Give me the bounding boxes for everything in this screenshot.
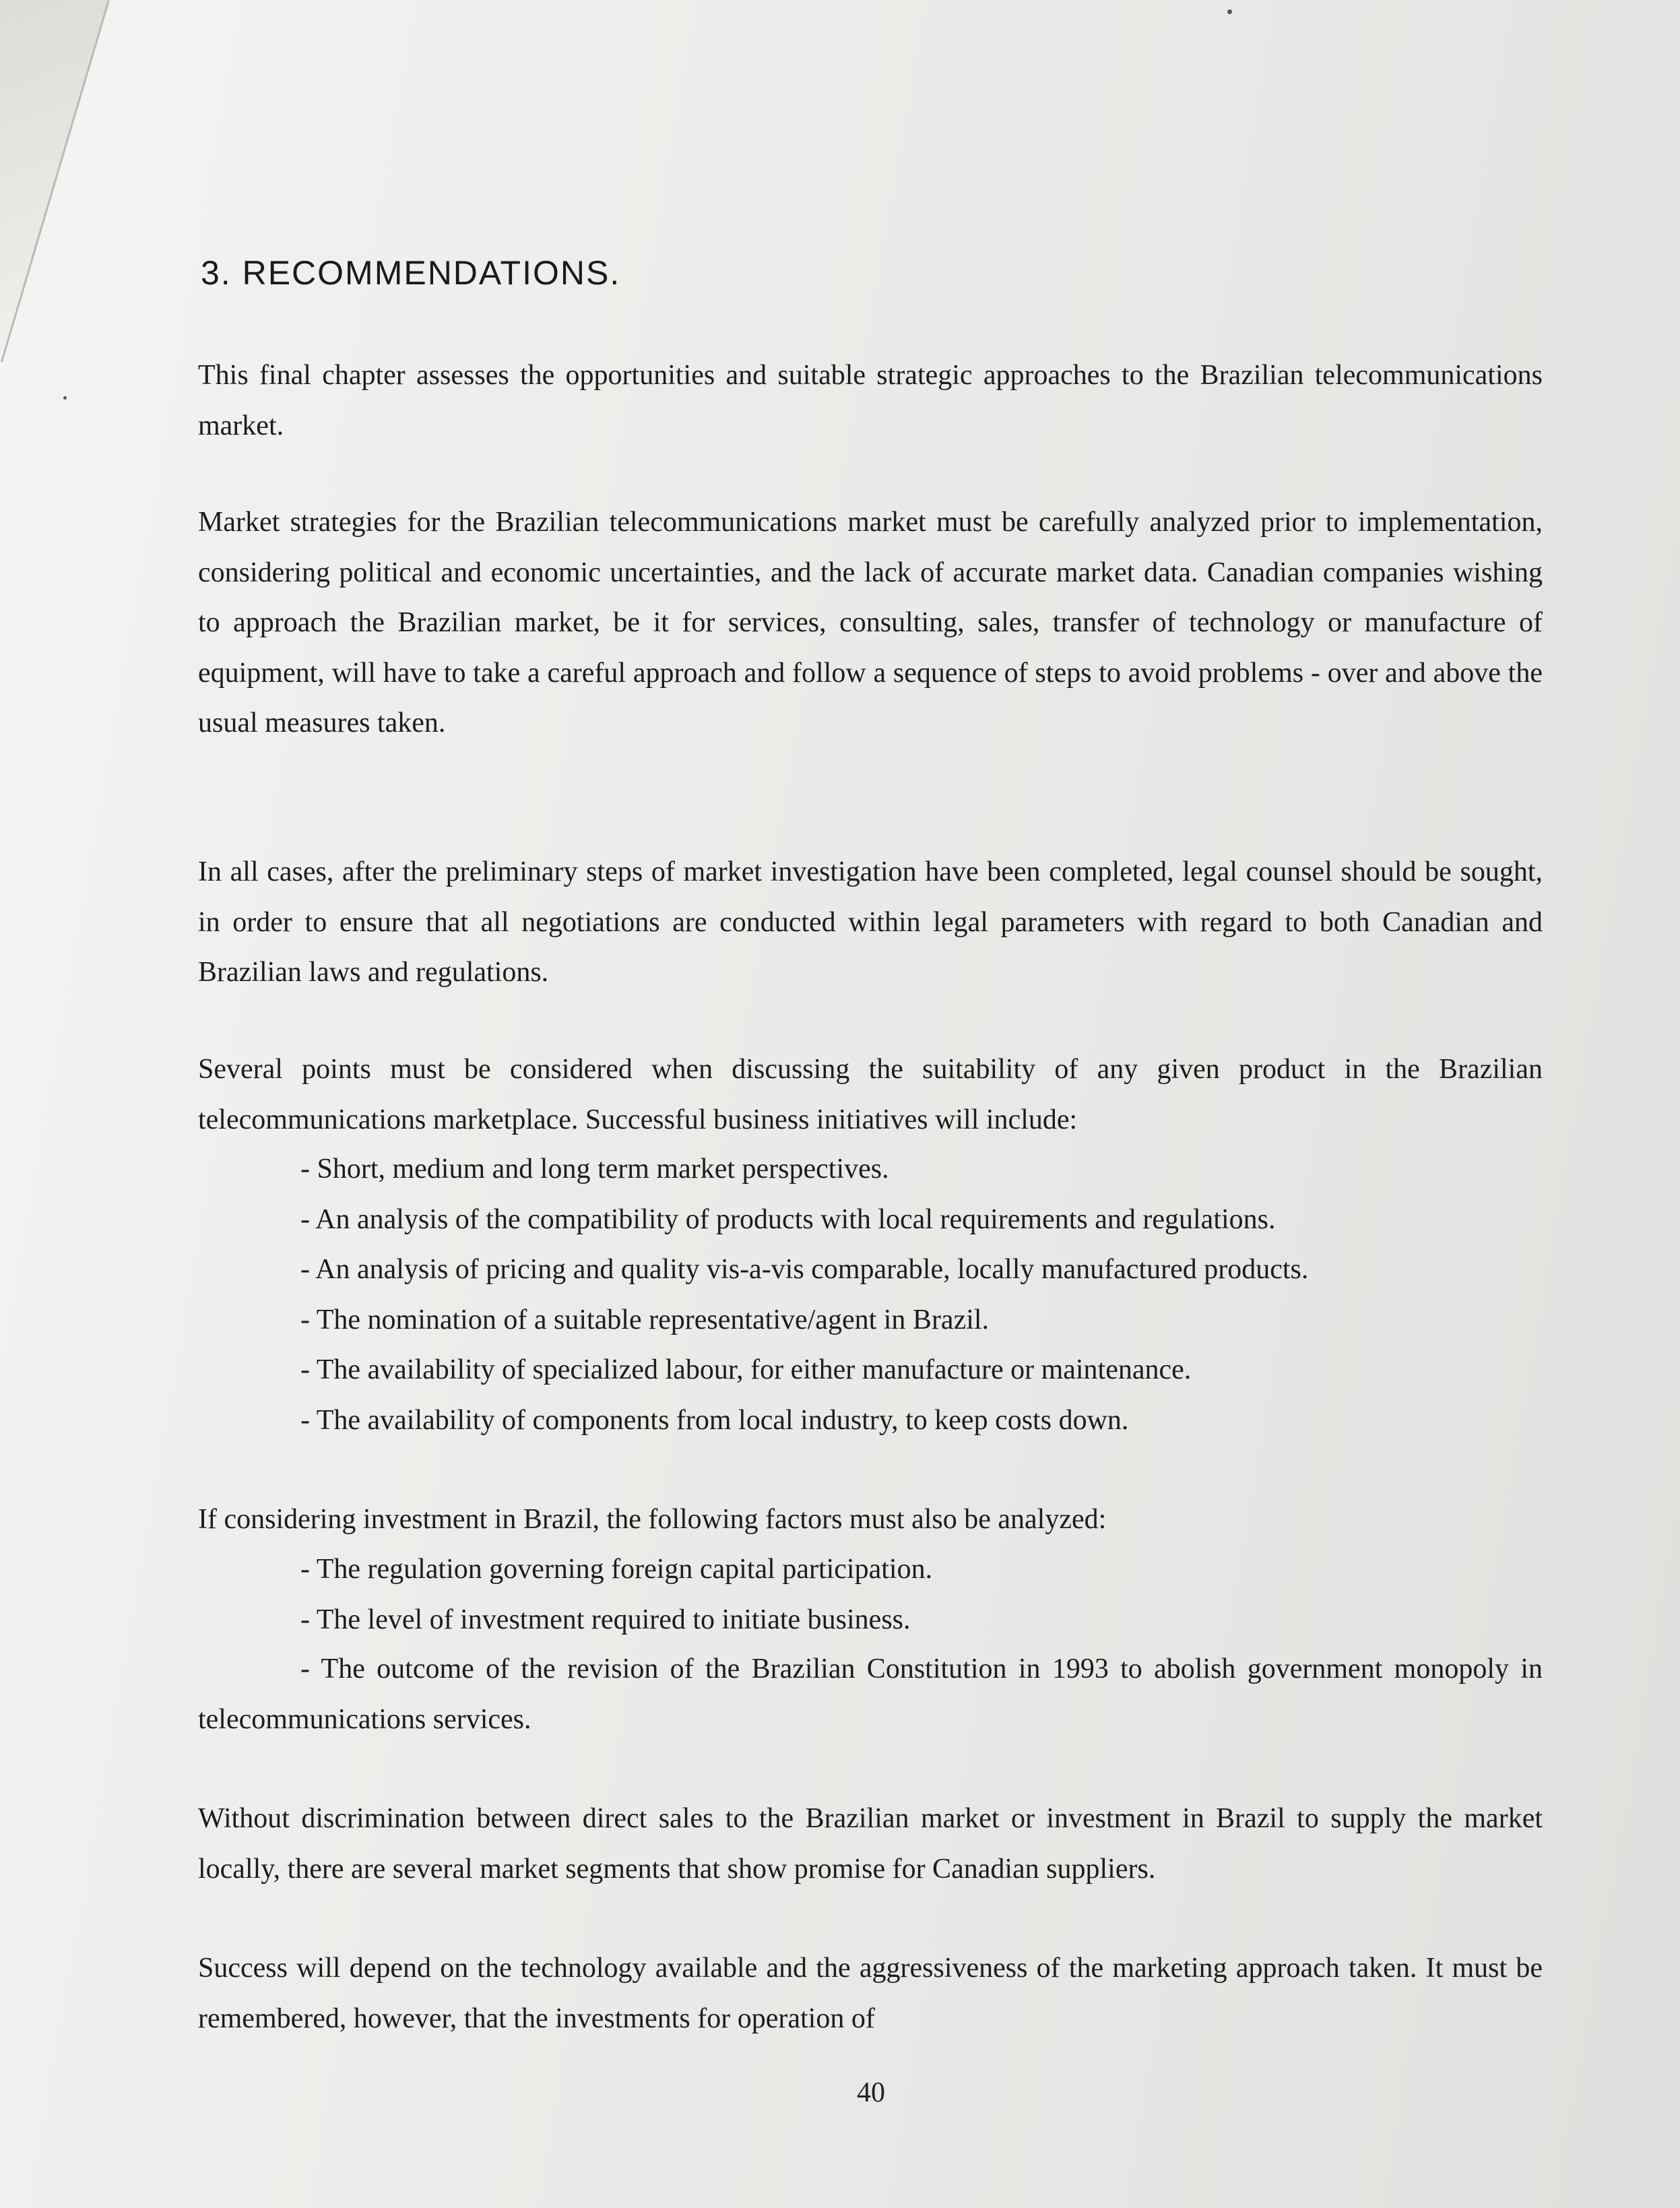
- list-item: - The level of investment required to initiate business.: [300, 1604, 911, 1635]
- list-item: - The regulation governing foreign capital participation.: [300, 1554, 933, 1585]
- document-page: [198, 243, 1543, 2116]
- list-item-constitution: - The outcome of the revision of the Brazilian Constitution in 1993 to abolish government monopoly in telecommunications services.: [198, 1653, 1543, 1735]
- list-item: - Short, medium and long term market perspectives.: [300, 1154, 889, 1185]
- paper-fold-shadow: [0, 0, 121, 377]
- list-item: - The availability of components from local industry, to keep costs down.: [300, 1404, 1129, 1436]
- initiatives-list: [300, 1144, 1308, 1445]
- page-number: 40: [857, 2077, 885, 2108]
- list-item: - The nomination of a suitable representative/agent in Brazil.: [300, 1304, 990, 1335]
- section-heading: 3. RECOMMENDATIONS.: [201, 254, 621, 292]
- paragraph-market-segments: Without discrimination between direct sales to the Brazilian market or investment in Brazil to supply the market locally, there are several market segments that show promise for Canadian suppliers.: [198, 1803, 1543, 1885]
- paragraph-success: Success will depend on the technology available and the aggressiveness of the marketing approach taken. It must be remembered, however, that the investments for operation of: [198, 1953, 1543, 2034]
- paragraph-legal-counsel: In all cases, after the preliminary steps of market investigation have been completed, legal counsel should be sought, in order to ensure that all negotiations are conducted within legal parameters with regard to both Canadian and Brazilian laws and regulations.: [198, 856, 1543, 988]
- paper-speck: [63, 396, 67, 400]
- paragraph-suitability: Several points must be considered when discussing the suitability of any given product in the Brazilian telecommunications marketplace. Successful business initiatives will include:: [198, 1054, 1543, 1135]
- paragraph-market-strategies: Market strategies for the Brazilian telecommunications market must be carefully analyzed prior to implementation, considering political and economic uncertainties, and the lack of accurate market data. Canadian companies wishing to approach the Brazilian market, be it for services, consulting, sales, transfer of technology or manufacture of equipment, will have to take a careful approach and follow a sequence of steps to avoid problems - over and above the usual measures taken.: [198, 507, 1543, 738]
- paragraph-investment: If considering investment in Brazil, the following factors must also be analyzed:: [198, 1504, 1107, 1535]
- paper-speck: [1227, 9, 1232, 14]
- list-item: - An analysis of pricing and quality vis-a-vis comparable, locally manufactured products.: [300, 1254, 1309, 1285]
- paragraph-intro: This final chapter assesses the opportunities and suitable strategic approaches to the Brazilian telecommunications market.: [198, 360, 1543, 441]
- list-item: - The availability of specialized labour, for either manufacture or maintenance.: [300, 1354, 1192, 1385]
- investment-factors-list: [300, 1544, 932, 1645]
- list-item: - An analysis of the compatibility of products with local requirements and regulations.: [300, 1203, 1276, 1235]
